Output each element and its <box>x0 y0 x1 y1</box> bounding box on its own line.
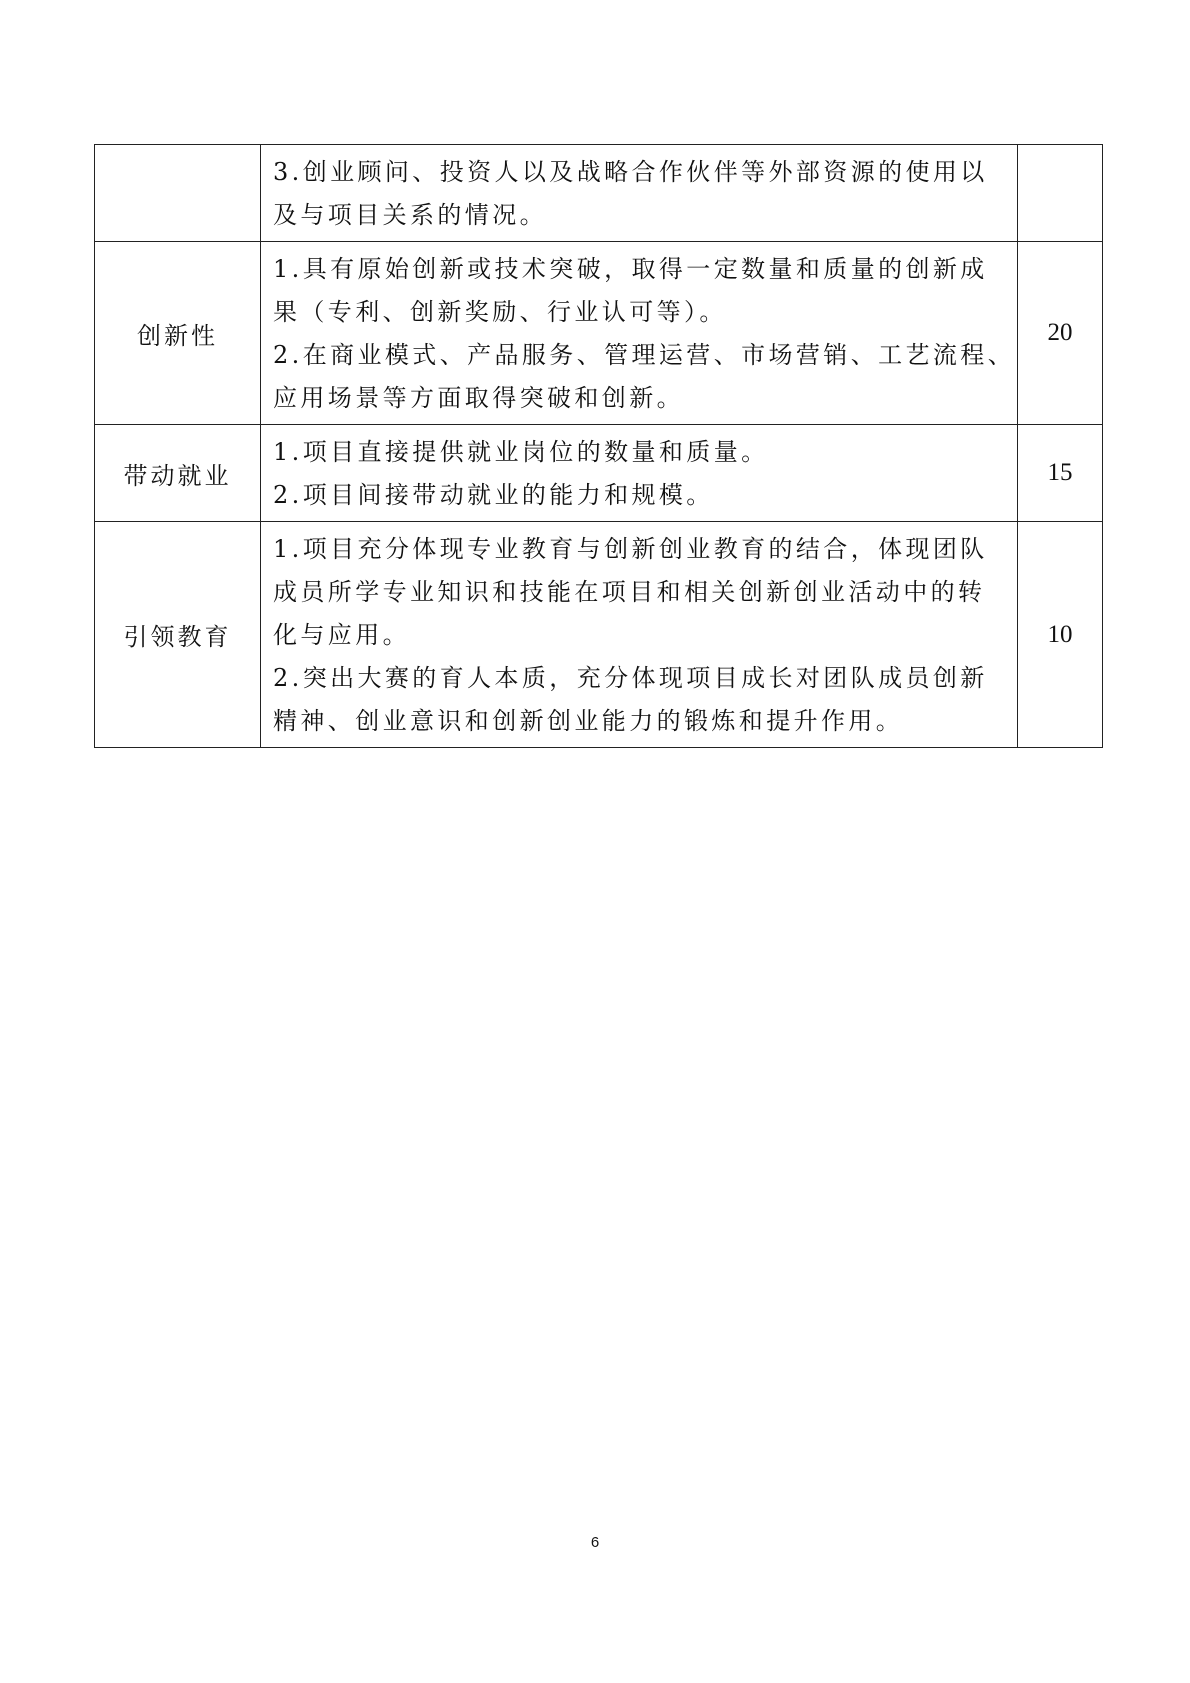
criterion-description <box>261 522 1018 748</box>
criterion-description <box>261 145 1018 242</box>
description-line: 精神、创业意识和创新创业能力的锻炼和提升作用。 <box>273 707 904 735</box>
table-row <box>95 522 1103 748</box>
description-line: 1.项目直接提供就业岗位的数量和质量。 <box>273 438 769 466</box>
criterion-score: 20 <box>1018 242 1103 425</box>
criterion-score <box>1018 145 1103 242</box>
criterion-name <box>95 145 261 242</box>
description-line: 2.项目间接带动就业的能力和规模。 <box>273 481 714 509</box>
table-row <box>95 145 1103 242</box>
criterion-score: 10 <box>1018 522 1103 748</box>
criterion-name: 带动就业 <box>95 425 261 522</box>
page-number: 6 <box>590 1534 600 1551</box>
description-line: 及与项目关系的情况。 <box>273 201 547 229</box>
criterion-description <box>261 242 1018 425</box>
criterion-name: 创新性 <box>95 242 261 425</box>
criterion-score: 15 <box>1018 425 1103 522</box>
description-line: 1.项目充分体现专业教育与创新创业教育的结合，体现团队 <box>273 535 988 563</box>
description-line: 2.在商业模式、产品服务、管理运营、市场营销、工艺流程、 <box>273 341 1016 369</box>
description-line: 果（专利、创新奖励、行业认可等）。 <box>273 298 727 326</box>
description-line: 3.创业顾问、投资人以及战略合作伙伴等外部资源的使用以 <box>273 158 988 186</box>
criterion-description <box>261 425 1018 522</box>
description-line: 成员所学专业知识和技能在项目和相关创新创业活动中的转 <box>273 578 986 606</box>
criteria-table <box>94 144 1103 748</box>
table-row <box>95 425 1103 522</box>
description-line: 化与应用。 <box>273 621 410 649</box>
description-line: 应用场景等方面取得突破和创新。 <box>273 384 684 412</box>
table-row <box>95 242 1103 425</box>
description-line: 2.突出大赛的育人本质，充分体现项目成长对团队成员创新 <box>273 664 988 692</box>
description-line: 1.具有原始创新或技术突破，取得一定数量和质量的创新成 <box>273 255 988 283</box>
criterion-name: 引领教育 <box>95 522 261 748</box>
